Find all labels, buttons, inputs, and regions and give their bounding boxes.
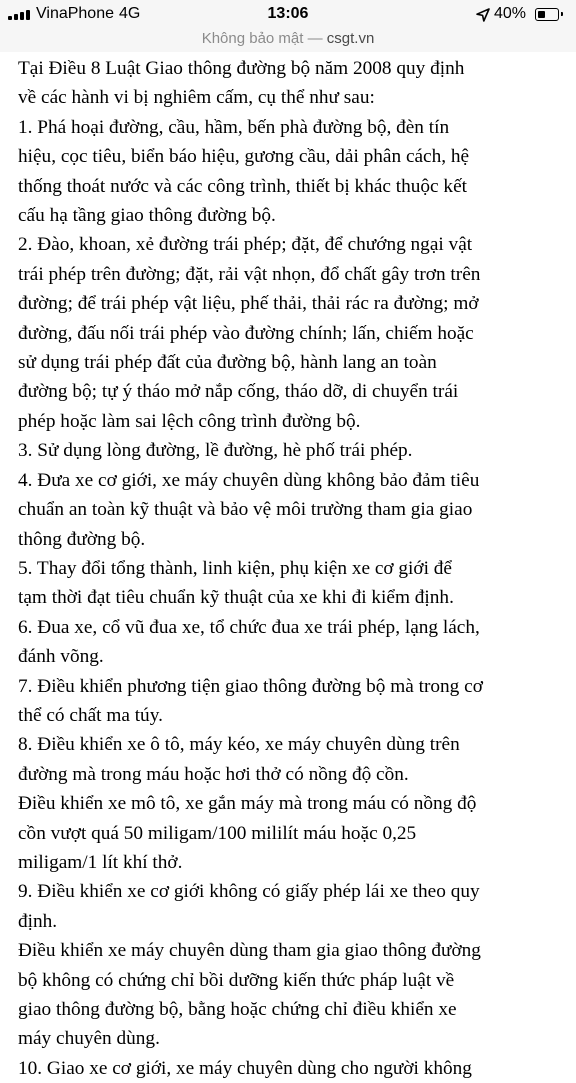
article-line: Tại Điều 8 Luật Giao thông đường bộ năm 2008 quy định xyxy=(18,58,465,79)
article-line: 2. Đào, khoan, xẻ đường trái phép; đặt, để chướng ngại vật xyxy=(18,234,473,256)
article-line: 10. Giao xe cơ giới, xe máy chuyên dùng cho người không xyxy=(18,1057,472,1079)
article-line: cồn vượt quá 50 miligam/100 mililít máu hoặc 0,25 xyxy=(18,822,417,844)
security-label: Không bảo mật — xyxy=(201,30,323,47)
article-line: cấu hạ tầng giao thông đường bộ. xyxy=(18,205,276,227)
article-line: thể có chất ma túy. xyxy=(18,704,163,726)
article-line: đường bộ; tự ý tháo mở nắp cống, tháo dỡ, di chuyển trái xyxy=(18,381,459,403)
article-line: thông đường bộ. xyxy=(18,528,146,550)
battery-icon xyxy=(535,8,559,21)
clock: 13:06 xyxy=(267,5,309,22)
status-bar xyxy=(0,0,576,30)
article-line: miligam/1 lít khí thở. xyxy=(18,851,183,873)
article-line: thống thoát nước và các công trình, thiết bị khác thuộc kết xyxy=(18,175,467,197)
article-line: đường; để trái phép vật liệu, phế thải, thải rác ra đường; mở xyxy=(18,293,479,315)
article-line: định. xyxy=(18,910,58,932)
article-line: 1. Phá hoại đường, cầu, hầm, bến phà đường bộ, đèn tín xyxy=(18,116,450,138)
location-arrow-icon xyxy=(476,8,490,22)
network-type: 4G xyxy=(119,5,141,22)
battery-level xyxy=(538,11,545,18)
article-line: 8. Điều khiển xe ô tô, máy kéo, xe máy chuyên dùng trên xyxy=(18,734,460,756)
article-line: phép hoặc làm sai lệch công trình đường bộ. xyxy=(18,410,361,432)
article-line: trái phép trên đường; đặt, rải vật nhọn, đổ chất gây trơn trên xyxy=(18,263,481,285)
article-line: Điều khiển xe máy chuyên dùng tham gia giao thông đường xyxy=(18,940,481,962)
battery-percent: 40% xyxy=(494,5,527,22)
article-line: 9. Điều khiển xe cơ giới không có giấy phép lái xe theo quy xyxy=(18,881,480,903)
browser-top-bar xyxy=(0,0,576,52)
battery-nub xyxy=(561,12,564,16)
article-line: 5. Thay đổi tổng thành, linh kiện, phụ kiện xe cơ giới để xyxy=(18,557,452,579)
article-line: về các hành vi bị nghiêm cấm, cụ thể như sau: xyxy=(18,87,375,109)
article-line: tạm thời đạt tiêu chuẩn kỹ thuật của xe khi đi kiểm định. xyxy=(18,587,454,609)
article-line: 3. Sử dụng lòng đường, lề đường, hè phố trái phép. xyxy=(18,440,413,462)
article-line: đường, đấu nối trái phép vào đường chính; lấn, chiếm hoặc xyxy=(18,322,474,344)
article-line: bộ không có chứng chỉ bồi dưỡng kiến thức pháp luật về xyxy=(18,969,455,991)
article-line: 7. Điều khiển phương tiện giao thông đường bộ mà trong cơ xyxy=(18,675,483,697)
article-line: đánh võng. xyxy=(18,646,104,668)
carrier-name: VinaPhone xyxy=(36,5,114,22)
article-line: 4. Đưa xe cơ giới, xe máy chuyên dùng không bảo đảm tiêu xyxy=(18,469,480,491)
article-line: máy chuyên dùng. xyxy=(18,1028,160,1050)
address-bar[interactable] xyxy=(0,30,576,47)
article-line: hiệu, cọc tiêu, biển báo hiệu, gương cầu, dải phân cách, hệ xyxy=(18,146,470,168)
article-line: sử dụng trái phép đất của đường bộ, hành lang an toàn xyxy=(18,352,437,374)
url-domain: csgt.vn xyxy=(326,30,375,47)
article-line: 6. Đua xe, cổ vũ đua xe, tổ chức đua xe trái phép, lạng lách, xyxy=(18,616,480,638)
article-line: giao thông đường bộ, bằng hoặc chứng chỉ điều khiển xe xyxy=(18,999,457,1020)
article-line: chuẩn an toàn kỹ thuật và bảo vệ môi trường tham gia giao xyxy=(18,499,473,521)
article-line: đường mà trong máu hoặc hơi thở có nồng độ cồn. xyxy=(18,763,409,785)
article-body xyxy=(18,54,566,1083)
article-line: Điều khiển xe mô tô, xe gắn máy mà trong máu có nồng độ xyxy=(18,793,477,815)
